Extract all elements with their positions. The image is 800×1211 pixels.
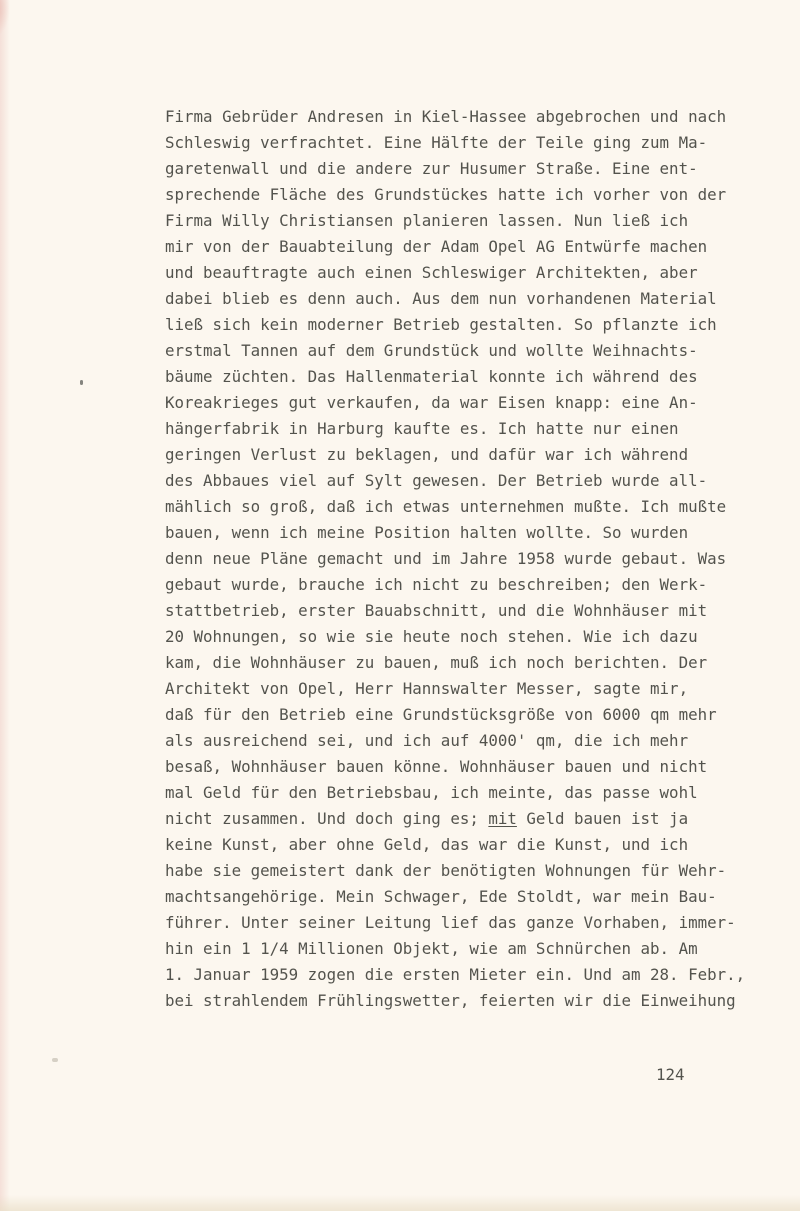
- scan-edge-artifact: [0, 0, 10, 1211]
- text-line: hin ein 1 1/4 Millionen Objekt, wie am Schnürchen ab. Am: [165, 939, 698, 958]
- text-line: mir von der Bauabteilung der Adam Opel AG Entwürfe machen: [165, 237, 708, 256]
- scan-corner-artifact: [0, 0, 10, 36]
- text-line: stattbetrieb, erster Bauabschnitt, und die Wohnhäuser mit: [165, 601, 708, 620]
- scan-speck: [80, 380, 83, 385]
- text-line: erstmal Tannen auf dem Grundstück und wollte Weihnachts-: [165, 341, 698, 360]
- text-line: garetenwall und die andere zur Husumer Straße. Eine ent-: [165, 159, 698, 178]
- text-line: hängerfabrik in Harburg kaufte es. Ich hatte nur einen: [165, 419, 679, 438]
- text-line: 1. Januar 1959 zogen die ersten Mieter ein. Und am 28. Febr.,: [165, 965, 746, 984]
- text-line: sprechende Fläche des Grundstückes hatte ich vorher von der: [165, 185, 727, 204]
- underlined-word: mit: [488, 809, 517, 828]
- text-line: mählich so groß, daß ich etwas unternehmen mußte. Ich mußte: [165, 497, 727, 516]
- text-line: nicht zusammen. Und doch ging es; mit Geld bauen ist ja: [165, 809, 689, 828]
- text-line: mal Geld für den Betriebsbau, ich meinte, das passe wohl: [165, 783, 698, 802]
- text-line: denn neue Pläne gemacht und im Jahre 1958 wurde gebaut. Was: [165, 549, 727, 568]
- text-line: Schleswig verfrachtet. Eine Hälfte der Teile ging zum Ma-: [165, 133, 708, 152]
- page-text: [165, 104, 745, 1014]
- text-line: besaß, Wohnhäuser bauen könne. Wohnhäuser bauen und nicht: [165, 757, 708, 776]
- text-line: keine Kunst, aber ohne Geld, das war die Kunst, und ich: [165, 835, 689, 854]
- text-line: als ausreichend sei, und ich auf 4000' qm, die ich mehr: [165, 731, 689, 750]
- text-line: Architekt von Opel, Herr Hannswalter Messer, sagte mir,: [165, 679, 689, 698]
- text-line: Koreakrieges gut verkaufen, da war Eisen knapp: eine An-: [165, 393, 698, 412]
- text-line: bei strahlendem Frühlingswetter, feierten wir die Einweihung: [165, 991, 736, 1010]
- text-line: Firma Willy Christiansen planieren lassen. Nun ließ ich: [165, 211, 689, 230]
- text-line: und beauftragte auch einen Schleswiger Architekten, aber: [165, 263, 698, 282]
- text-line: geringen Verlust zu beklagen, und dafür war ich während: [165, 445, 689, 464]
- scan-bottom-shadow: [0, 1195, 800, 1211]
- scan-speck: [52, 1058, 58, 1062]
- text-line: bauen, wenn ich meine Position halten wollte. So wurden: [165, 523, 689, 542]
- text-line: führer. Unter seiner Leitung lief das ganze Vorhaben, immer-: [165, 913, 736, 932]
- text-line: dabei blieb es denn auch. Aus dem nun vorhandenen Material: [165, 289, 717, 308]
- text-line: habe sie gemeistert dank der benötigten Wohnungen für Wehr-: [165, 861, 727, 880]
- text-line: kam, die Wohnhäuser zu bauen, muß ich noch berichten. Der: [165, 653, 708, 672]
- text-line: des Abbaues viel auf Sylt gewesen. Der Betrieb wurde all-: [165, 471, 708, 490]
- text-line: ließ sich kein moderner Betrieb gestalten. So pflanzte ich: [165, 315, 717, 334]
- text-line: machtsangehörige. Mein Schwager, Ede Stoldt, war mein Bau-: [165, 887, 717, 906]
- text-line: 20 Wohnungen, so wie sie heute noch stehen. Wie ich dazu: [165, 627, 698, 646]
- text-line: Firma Gebrüder Andresen in Kiel-Hassee abgebrochen und nach: [165, 107, 727, 126]
- text-line: bäume züchten. Das Hallenmaterial konnte ich während des: [165, 367, 698, 386]
- text-line: daß für den Betrieb eine Grundstücksgröße von 6000 qm mehr: [165, 705, 717, 724]
- text-line: gebaut wurde, brauche ich nicht zu beschreiben; den Werk-: [165, 575, 708, 594]
- page-number: 124: [656, 1065, 685, 1084]
